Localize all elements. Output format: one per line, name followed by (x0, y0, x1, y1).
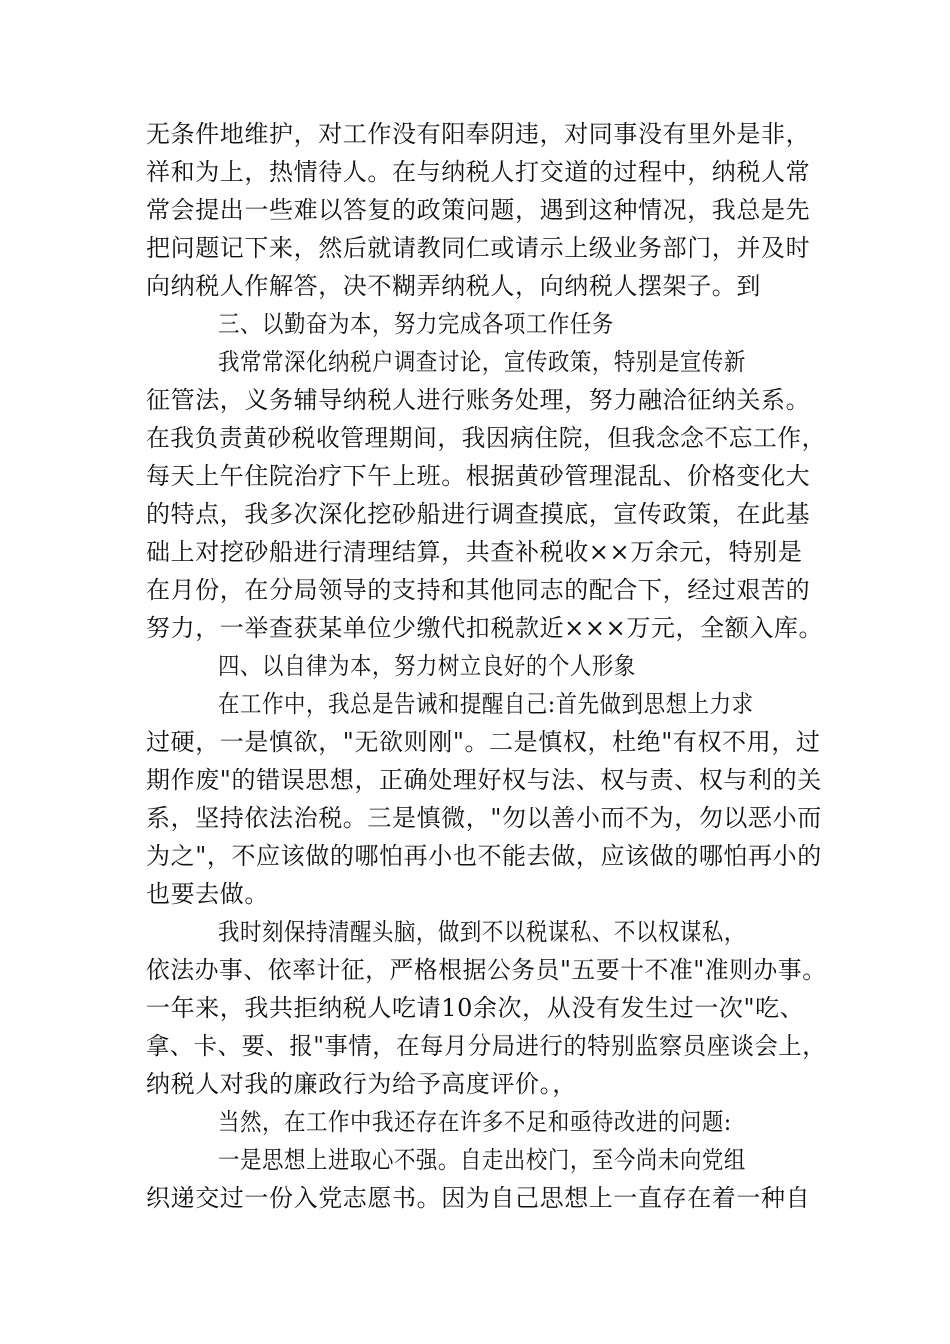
text-line-28: 一是思想上进取心不强。自走出校门，至今尚未向党组 (218, 1146, 746, 1174)
text-line-7: 我常常深化纳税户调查讨论，宣传政策，特别是宣传新 (218, 348, 746, 376)
text-line-18: 期作废"的错误思想，正确处理好权与法、权与责、权与利的关 (146, 766, 822, 794)
text-line-13: 在月份，在分局领导的支持和其他同志的配合下，经过艰苦的 (146, 576, 811, 604)
text-line-17: 过硬，一是慎欲，"无欲则刚"。二是慎权，杜绝"有权不用，过 (146, 728, 821, 756)
text-line-26: 纳税人对我的廉政行为给予高度评价。， (146, 1070, 577, 1098)
text-line-25: 拿、卡、要、报"事情，在每月分局进行的特别监察员座谈会上， (146, 1032, 827, 1060)
text-line-5: 向纳税人作解答，决不糊弄纳税人，向纳税人摆架子。到 (146, 272, 761, 300)
text-line-22: 我时刻保持清醒头脑，做到不以税谋私、不以权谋私， (218, 918, 746, 946)
section-heading-3: 三、以勤奋为本，努力完成各项工作任务 (218, 310, 614, 338)
text-line-12: 础上对挖砂船进行清理结算，共查补税收××万余元，特别是 (146, 538, 803, 566)
text-line-8: 征管法，义务辅导纳税人进行账务处理，努力融洽征纳关系。 (146, 386, 811, 414)
text-line-20: 为之"，不应该做的哪怕再小也不能去做，应该做的哪怕再小的 (146, 842, 822, 870)
text-line-10: 每天上午住院治疗下午上班。根据黄砂管理混乱、价格变化大 (146, 462, 811, 490)
text-line-14: 努力，一举查获某单位少缴代扣税款近×××万元，全额入库。 (146, 614, 824, 642)
text-line-24: 一年来，我共拒纳税人吃请10余次，从没有发生过一次"吃、 (146, 994, 805, 1022)
text-line-9: 在我负责黄砂税收管理期间，我因病住院，但我念念不忘工作， (146, 424, 826, 452)
text-line-1: 无条件地维护，对工作没有阳奉阴违，对同事没有里外是非， (146, 120, 811, 148)
text-line-19: 系，坚持依法治税。三是慎微，"勿以善小而不为，勿以恶小而 (146, 804, 822, 832)
text-line-11: 的特点，我多次深化挖砂船进行调查摸底，宣传政策，在此基 (146, 500, 811, 528)
text-line-23: 依法办事、依率计征，严格根据公务员"五要十不准"准则办事。 (146, 956, 827, 984)
text-line-29: 织递交过一份入党志愿书。因为自己思想上一直存在着一种自 (146, 1184, 811, 1212)
text-line-4: 把问题记下来，然后就请教同仁或请示上级业务部门，并及时 (146, 234, 811, 262)
text-line-3: 常会提出一些难以答复的政策问题，遇到这种情况，我总是先 (146, 196, 811, 224)
section-heading-4: 四、以自律为本，努力树立良好的个人形象 (218, 652, 636, 680)
text-line-21: 也要去做。 (146, 880, 269, 908)
text-line-2: 祥和为上，热情待人。在与纳税人打交道的过程中，纳税人常 (146, 158, 811, 186)
text-line-16: 在工作中，我总是告诫和提醒自己:首先做到思想上力求 (218, 690, 754, 718)
text-line-27: 当然，在工作中我还存在许多不足和亟待改进的问题: (218, 1108, 732, 1136)
